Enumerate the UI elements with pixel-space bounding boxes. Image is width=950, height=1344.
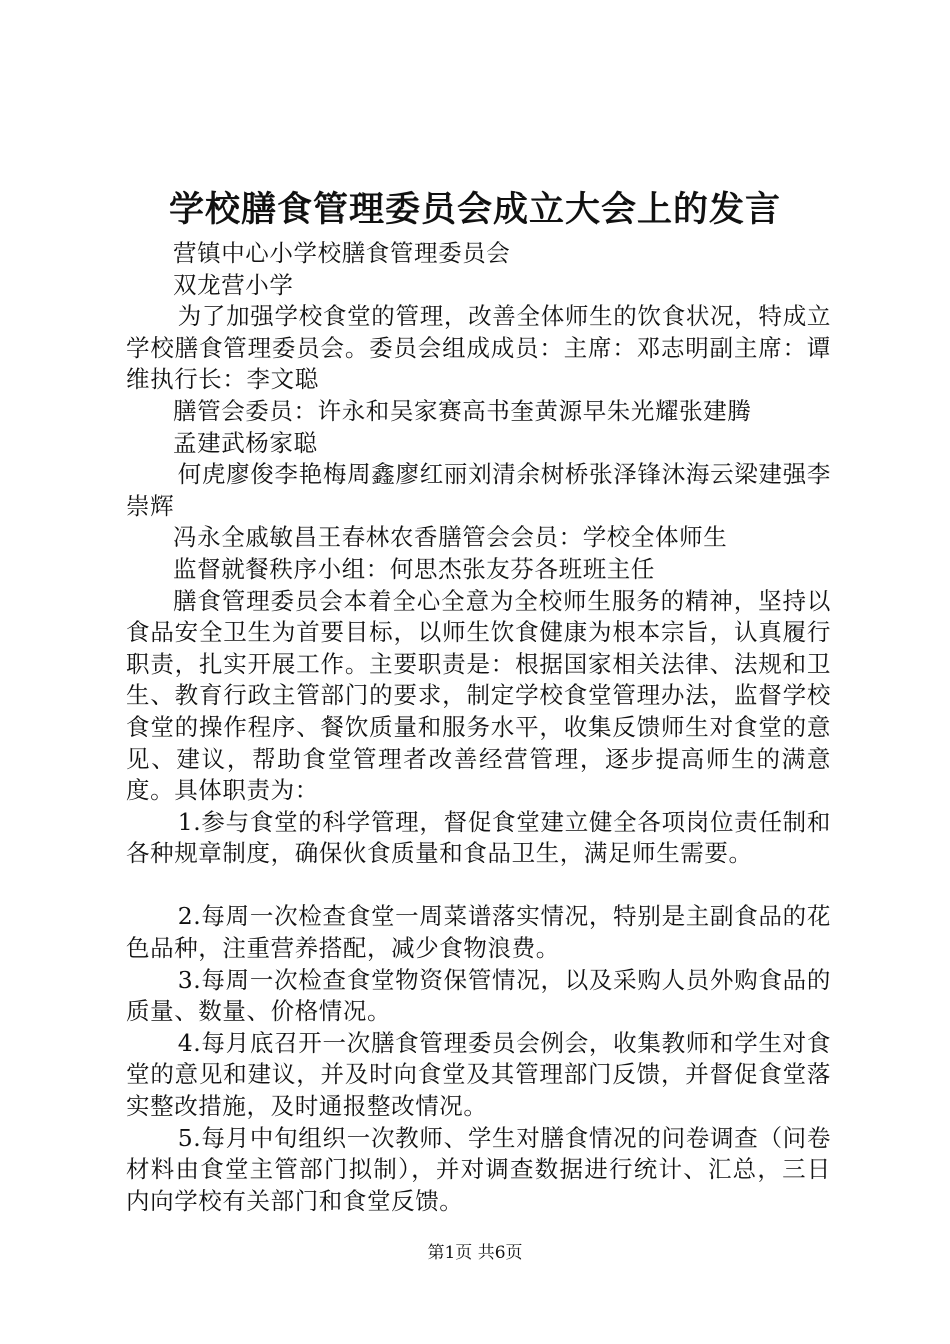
document-title: 学校膳食管理委员会成立大会上的发言 xyxy=(168,190,781,230)
paragraph-school-name: 双龙营小学 xyxy=(173,270,294,299)
blank-line xyxy=(126,870,831,902)
paragraph-members-cont-2: 何虎廖俊李艳梅周鑫廖红丽刘清余树桥张泽锋沐海云梁建强李崇辉 xyxy=(126,460,831,520)
paragraph-members-cont-3: 冯永全戚敏昌王春林农香膳管会会员：学校全体师生 xyxy=(173,523,728,552)
paragraph-duty-3: 3.每周一次检查食堂物资保管情况，以及采购人员外购食品的质量、数量、价格情况。 xyxy=(126,965,831,1026)
page-number-footer: 第1页 共6页 xyxy=(427,1243,523,1263)
paragraph-duty-5: 5.每月中旬组织一次教师、学生对膳食情况的问卷调查（问卷材料由食堂主管部门拟制），并对调查数据进行统计、汇总，三日内向学校有关部门和食堂反馈。 xyxy=(126,1123,831,1215)
paragraph-duty-2: 2.每周一次检查食堂一周菜谱落实情况，特别是主副食品的花色品种，注重营养搭配，减少食物浪费。 xyxy=(126,902,831,963)
paragraph-intro: 为了加强学校食堂的管理，改善全体师生的饮食状况，特成立学校膳食管理委员会。委员会组成成员：主席：邓志明副主席：谭维执行长：李文聪 xyxy=(126,302,831,394)
paragraph-committee-members: 膳管会委员：许永和吴家赛高书奎黄源早朱光耀张建腾 xyxy=(173,396,752,425)
paragraph-school-committee: 营镇中心小学校膳食管理委员会 xyxy=(173,239,511,267)
paragraph-duty-4: 4.每月底召开一次膳食管理委员会例会，收集教师和学生对食堂的意见和建议，并及时向食堂及其管理部门反馈，并督促食堂落实整改措施，及时通报整改情况。 xyxy=(126,1028,831,1121)
paragraph-duties-intro: 膳食管理委员会本着全心全意为全校师生服务的精神，坚持以食品安全卫生为首要目标，以师生饮食健康为根本宗旨，认真履行职责，扎实开展工作。主要职责是：根据国家相关法律、法规和卫生、教育行政主管部门的要求，制定学校食堂管理办法，监督学校食堂的操作程序、餐饮质量和服务水平，收集反馈师生对食堂的意见、建议，帮助食堂管理者改善经营管理，逐步提高师生的满意度。具体职责为： xyxy=(126,586,831,805)
document-body xyxy=(126,238,831,1217)
paragraph-members-cont-1: 孟建武杨家聪 xyxy=(173,428,318,457)
paragraph-supervision-group: 监督就餐秩序小组：何思杰张友芬各班班主任 xyxy=(173,554,655,583)
paragraph-duty-1: 1.参与食堂的科学管理，督促食堂建立健全各项岗位责任制和各种规章制度，确保伙食质量和食品卫生，满足师生需要。 xyxy=(126,807,831,868)
